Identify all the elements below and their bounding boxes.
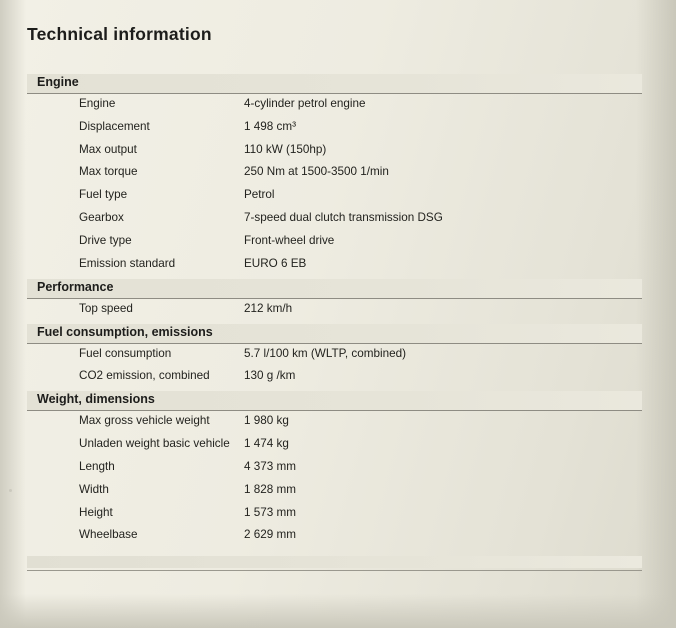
section-heading-fuel-consumption-emissions [27, 324, 642, 344]
section-heading-label: Engine [37, 75, 79, 89]
spec-row [27, 254, 642, 277]
spec-value: 7-speed dual clutch transmission DSG [244, 210, 443, 224]
section-heading-label: Performance [37, 279, 114, 294]
section-heading-weight-dimensions [27, 391, 642, 411]
spec-row [27, 480, 642, 503]
spec-value: 4-cylinder petrol engine [244, 97, 366, 110]
section-heading-label: Fuel consumption, emissions [37, 324, 213, 339]
section-weight-dimensions [27, 391, 642, 548]
footer-band [27, 556, 642, 568]
spec-row [27, 140, 642, 163]
spec-row [27, 94, 642, 117]
spec-row [27, 457, 642, 480]
spec-row [27, 411, 642, 434]
spec-value: 130 g /km [244, 369, 296, 383]
spec-row [27, 231, 642, 254]
spec-label: Max output [79, 142, 137, 156]
spec-value: 250 Nm at 1500-3500 1/min [244, 165, 389, 179]
spec-value: Front-wheel drive [244, 233, 335, 247]
spec-value: 2 629 mm [244, 528, 296, 542]
section-performance [27, 279, 642, 322]
section-engine [27, 74, 642, 276]
spec-value: 110 kW (150hp) [244, 142, 327, 156]
spec-row [27, 299, 642, 322]
spec-label: Max torque [79, 165, 138, 179]
spec-row [27, 208, 642, 231]
section-fuel-consumption-emissions [27, 324, 642, 390]
spec-label: CO2 emission, combined [79, 369, 210, 383]
spec-label: Height [79, 505, 113, 519]
spec-value: 5.7 l/100 km (WLTP, combined) [244, 346, 406, 360]
spec-row [27, 525, 642, 548]
spec-label: Fuel consumption [79, 346, 172, 360]
spec-label: Width [79, 482, 109, 496]
footer-divider [27, 570, 642, 571]
section-heading-performance [27, 279, 642, 299]
spec-label: Emission standard [79, 256, 176, 270]
spec-label: Top speed [79, 301, 133, 315]
spec-label: Wheelbase [79, 528, 138, 542]
spec-row [27, 434, 642, 457]
spec-label: Length [79, 459, 115, 473]
spec-value: 1 498 cm³ [244, 119, 296, 133]
spec-value: 212 km/h [244, 301, 293, 315]
spec-label: Max gross vehicle weight [79, 414, 210, 428]
spec-label: Gearbox [79, 210, 124, 224]
spec-label: Unladen weight basic vehicle [79, 437, 230, 451]
spec-value: 1 980 kg [244, 414, 289, 428]
spec-label: Drive type [79, 233, 132, 247]
spec-row [27, 344, 642, 367]
spec-row [27, 162, 642, 185]
spec-row [27, 366, 642, 389]
spec-value: 4 373 mm [244, 459, 296, 473]
spec-value: Petrol [244, 188, 275, 202]
section-heading-engine [27, 74, 642, 94]
spec-value: 1 474 kg [244, 437, 289, 451]
spec-label: Fuel type [79, 188, 128, 202]
spec-value: EURO 6 EB [244, 256, 307, 270]
spec-value: 1 828 mm [244, 482, 296, 496]
section-heading-label: Weight, dimensions [37, 392, 155, 407]
spec-value: 1 573 mm [244, 505, 296, 519]
page-title: Technical information [27, 24, 212, 44]
spec-row [27, 117, 642, 140]
spec-label: Engine [79, 97, 116, 110]
spec-row [27, 503, 642, 526]
spec-label: Displacement [79, 119, 150, 133]
spec-row [27, 185, 642, 208]
